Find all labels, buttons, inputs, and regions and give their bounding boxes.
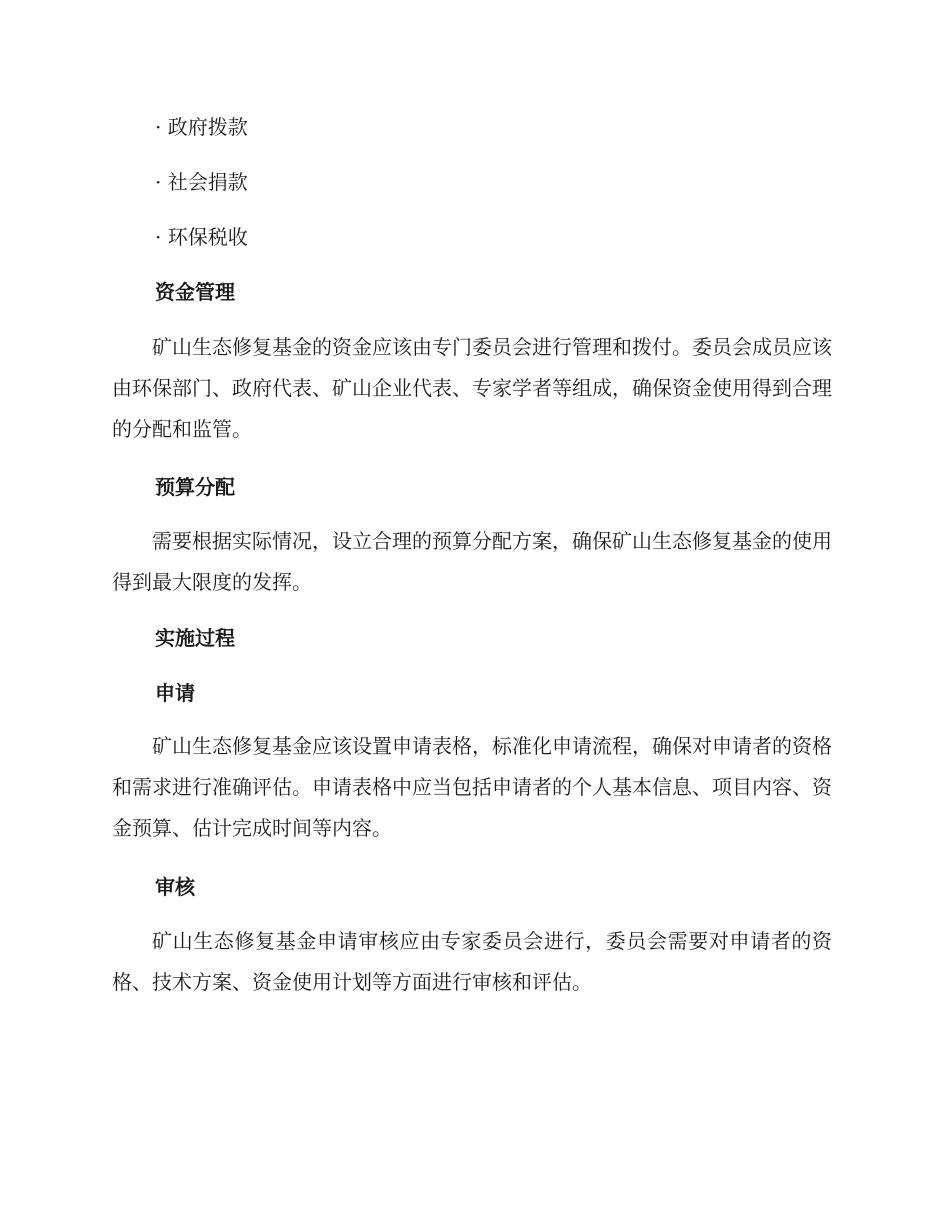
heading-review: 审核 (155, 875, 195, 899)
heading-fund-management: 资金管理 (155, 280, 235, 304)
heading-budget-allocation: 预算分配 (155, 475, 235, 499)
bullet-government-grant: · 政府拨款 (155, 115, 248, 139)
bullet-social-donation: · 社会捐款 (155, 170, 248, 194)
heading-implementation: 实施过程 (155, 626, 235, 650)
paragraph-application: 矿山生态修复基金应该设置申请表格，标准化申请流程，确保对申请者的资格和需求进行准确评估。申请表格中应当包括申请者的个人基本信息、项目内容、资金预算、估计完成时间等内容。 (112, 734, 832, 840)
paragraph-review: 矿山生态修复基金申请审核应由专家委员会进行，委员会需要对申请者的资格、技术方案、资金使用计划等方面进行审核和评估。 (112, 929, 832, 994)
paragraph-fund-management: 矿山生态修复基金的资金应该由专门委员会进行管理和拨付。委员会成员应该由环保部门、政府代表、矿山企业代表、专家学者等组成，确保资金使用得到合理的分配和监管。 (112, 335, 832, 441)
heading-application: 申请 (155, 681, 195, 705)
bullet-environmental-tax: · 环保税收 (155, 225, 248, 249)
paragraph-budget-allocation: 需要根据实际情况，设立合理的预算分配方案，确保矿山生态修复基金的使用得到最大限度的发挥。 (112, 529, 832, 594)
